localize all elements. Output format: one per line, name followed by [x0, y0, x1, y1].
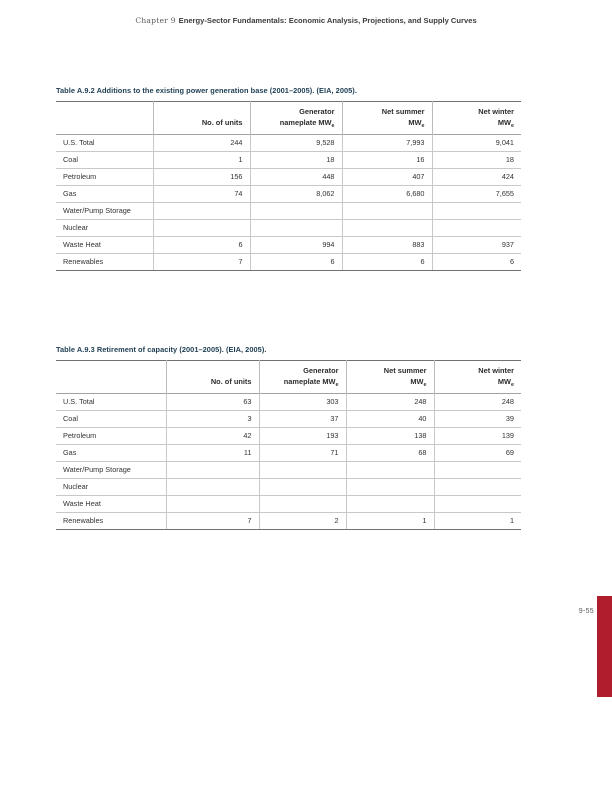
cell-winter: 7,655: [432, 185, 521, 202]
cell-label: Waste Heat: [56, 236, 153, 253]
cell-units: 3: [166, 410, 259, 427]
cell-summer: [346, 478, 434, 495]
cell-units: [153, 219, 250, 236]
table-a93-col-net-winter: Net winter $MW_e$: [478, 366, 514, 388]
cell-units: 244: [153, 134, 250, 151]
table-a92-caption: Table A.9.2 Additions to the existing power generation base (2001–2005). (EIA, 2005).: [56, 86, 357, 95]
cell-nameplate: 448: [250, 168, 342, 185]
table-a93-col-category: [56, 361, 166, 394]
cell-nameplate: [250, 219, 342, 236]
cell-summer: 1: [346, 512, 434, 529]
table-a92-body: [56, 134, 521, 270]
cell-nameplate: [259, 478, 346, 495]
table-a93-head: [56, 361, 521, 394]
cell-nameplate: [250, 202, 342, 219]
table-row: [56, 410, 521, 427]
cell-label: Water/Pump Storage: [56, 202, 153, 219]
cell-units: 7: [153, 253, 250, 270]
cell-summer: 7,993: [342, 134, 432, 151]
cell-units: [153, 202, 250, 219]
cell-label: Nuclear: [56, 478, 166, 495]
table-row: [56, 444, 521, 461]
cell-summer: [342, 219, 432, 236]
cell-summer: 6: [342, 253, 432, 270]
cell-winter: [434, 461, 521, 478]
cell-nameplate: 994: [250, 236, 342, 253]
table-a92-head: [56, 102, 521, 135]
table-a93-col-nameplate: Generator nameplate $MW_e$: [259, 361, 346, 394]
table-a93-body: [56, 393, 521, 529]
cell-winter: 424: [432, 168, 521, 185]
cell-units: [166, 461, 259, 478]
cell-nameplate: 71: [259, 444, 346, 461]
cell-winter: 69: [434, 444, 521, 461]
cell-nameplate: 303: [259, 393, 346, 410]
cell-units: 6: [153, 236, 250, 253]
table-a93: [56, 360, 521, 530]
cell-units: 7: [166, 512, 259, 529]
cell-winter: 248: [434, 393, 521, 410]
cell-label: Renewables: [56, 512, 166, 529]
cell-units: 74: [153, 185, 250, 202]
table-a93-caption: Table A.9.3 Retirement of capacity (2001–2005). (EIA, 2005).: [56, 345, 267, 354]
cell-summer: 138: [346, 427, 434, 444]
running-head-chapter-label: Chapter 9: [135, 16, 176, 25]
cell-label: Coal: [56, 151, 153, 168]
table-row: [56, 427, 521, 444]
running-head-chapter-title: Energy-Sector Fundamentals: Economic Analysis, Projections, and Supply Curves: [178, 16, 477, 25]
cell-summer: [346, 495, 434, 512]
cell-label: Petroleum: [56, 168, 153, 185]
cell-summer: 40: [346, 410, 434, 427]
cell-winter: 6: [432, 253, 521, 270]
cell-label: Petroleum: [56, 427, 166, 444]
table-a92-col-nameplate: Generator nameplate $MW_e$: [250, 102, 342, 135]
cell-winter: 937: [432, 236, 521, 253]
cell-units: [166, 478, 259, 495]
table-a93-col-net-summer: Net summer $MW_e$: [346, 361, 434, 394]
cell-units: 42: [166, 427, 259, 444]
table-row: [56, 219, 521, 236]
cell-units: [166, 495, 259, 512]
cell-units: 11: [166, 444, 259, 461]
cell-winter: [432, 219, 521, 236]
table-row: [56, 151, 521, 168]
chapter-edge-tab: [597, 596, 612, 697]
table-a92-col-units: No. of units: [153, 102, 250, 135]
table-row: [56, 168, 521, 185]
cell-winter: 18: [432, 151, 521, 168]
cell-summer: 407: [342, 168, 432, 185]
cell-summer: 6,680: [342, 185, 432, 202]
table-a92-block: [56, 86, 521, 271]
cell-winter: 39: [434, 410, 521, 427]
cell-summer: 883: [342, 236, 432, 253]
cell-summer: [342, 202, 432, 219]
cell-winter: [434, 495, 521, 512]
table-row: [56, 253, 521, 270]
cell-winter: 9,041: [432, 134, 521, 151]
cell-summer: 248: [346, 393, 434, 410]
cell-label: Gas: [56, 185, 153, 202]
cell-winter: 1: [434, 512, 521, 529]
cell-units: 156: [153, 168, 250, 185]
cell-label: Nuclear: [56, 219, 153, 236]
cell-label: Gas: [56, 444, 166, 461]
cell-summer: [346, 461, 434, 478]
table-row: [56, 512, 521, 529]
cell-summer: 16: [342, 151, 432, 168]
cell-label: Renewables: [56, 253, 153, 270]
table-row: [56, 393, 521, 410]
cell-nameplate: 18: [250, 151, 342, 168]
table-a92-col-category: [56, 102, 153, 135]
page-number: 9-55: [578, 608, 594, 615]
cell-label: Waste Heat: [56, 495, 166, 512]
table-row: [56, 134, 521, 151]
cell-nameplate: 8,062: [250, 185, 342, 202]
table-a93-col-units: No. of units: [166, 361, 259, 394]
cell-nameplate: 37: [259, 410, 346, 427]
table-row: [56, 185, 521, 202]
cell-units: 63: [166, 393, 259, 410]
table-row: [56, 461, 521, 478]
running-head: [0, 16, 612, 25]
table-a92-col-net-winter: Net winter $MW_e$: [478, 107, 514, 129]
table-row: [56, 478, 521, 495]
cell-nameplate: 2: [259, 512, 346, 529]
table-row: [56, 495, 521, 512]
cell-nameplate: 193: [259, 427, 346, 444]
table-row: [56, 202, 521, 219]
table-row: [56, 236, 521, 253]
table-a92-col-net-summer: Net summer $MW_e$: [342, 102, 432, 135]
cell-summer: 68: [346, 444, 434, 461]
cell-label: U.S. Total: [56, 134, 153, 151]
cell-label: Coal: [56, 410, 166, 427]
table-a92: [56, 101, 521, 271]
cell-label: U.S. Total: [56, 393, 166, 410]
cell-nameplate: 9,528: [250, 134, 342, 151]
cell-nameplate: [259, 495, 346, 512]
cell-nameplate: 6: [250, 253, 342, 270]
cell-label: Water/Pump Storage: [56, 461, 166, 478]
cell-winter: [432, 202, 521, 219]
table-a93-block: [56, 345, 521, 530]
cell-units: 1: [153, 151, 250, 168]
cell-winter: 139: [434, 427, 521, 444]
cell-winter: [434, 478, 521, 495]
cell-nameplate: [259, 461, 346, 478]
